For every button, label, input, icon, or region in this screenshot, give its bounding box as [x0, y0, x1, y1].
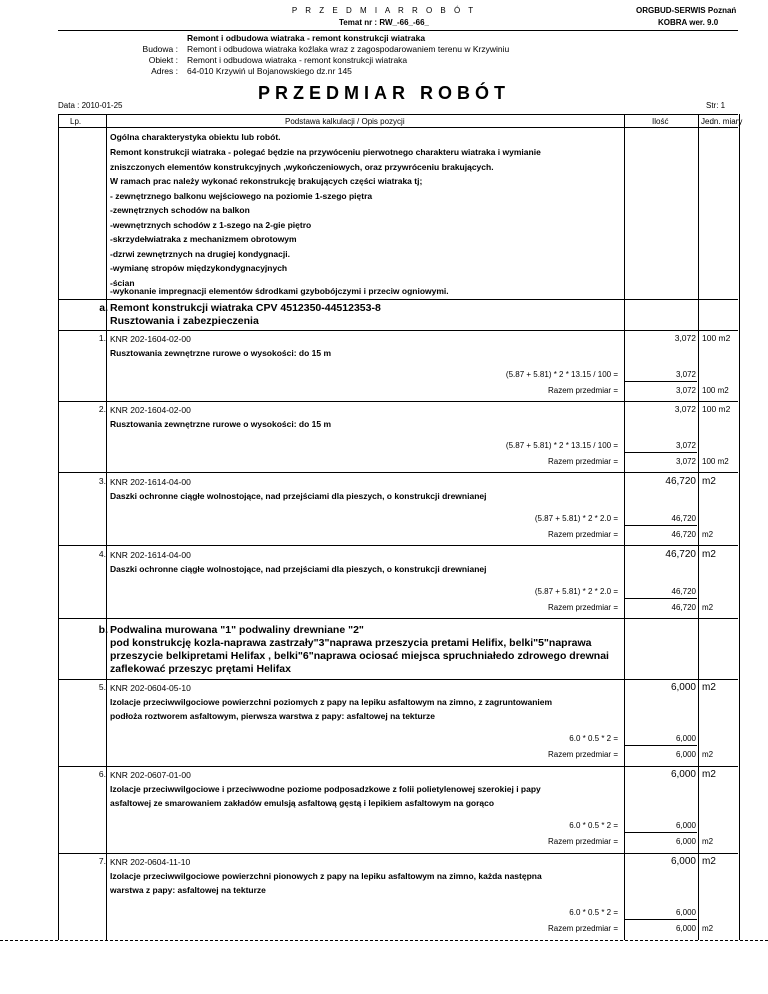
item-unit: m2 — [702, 769, 716, 780]
item-description: Daszki ochronne ciągłe wolnostojące, nad przejściami dla pieszych, o konstrukcji drewnianej — [110, 491, 487, 501]
item-formula-value: 46,720 — [671, 514, 696, 523]
item-razem-label: Razem przedmiar = — [547, 530, 618, 539]
item-razem-label: Razem przedmiar = — [547, 457, 618, 466]
item-razem-label: Razem przedmiar = — [547, 750, 618, 759]
section-a-title: Remont konstrukcji wiatraka CPV 4512350-44512353-8 — [110, 302, 381, 314]
adres-label: Adres : — [151, 66, 178, 76]
obiekt-label: Obiekt : — [148, 55, 178, 65]
item-rule — [58, 766, 738, 767]
general-line: W ramach prac należy wykonać rekonstrukcję brakujących części wiatraka tj; — [110, 176, 423, 186]
item-razem-label: Razem przedmiar = — [547, 386, 618, 395]
section-b-title-line: pod konstrukcję kozla-naprawa zastrzały"3"naprawa przeszycia pretami Helifix, belki"5"naprawa — [110, 637, 592, 649]
item-razem-value: 3,072 — [675, 386, 696, 395]
header-company: ORGBUD-SERWIS Poznań — [636, 6, 737, 15]
formula-underline — [624, 832, 697, 833]
formula-underline — [624, 745, 697, 746]
item-lp: 2. — [98, 404, 106, 414]
item-unit: 100 m2 — [702, 333, 731, 343]
item-lp: 1. — [98, 333, 106, 343]
item-formula: (5.87 + 5.81) * 2 * 2.0 = — [534, 587, 618, 596]
item-code: KNR 202-0607-01-00 — [110, 770, 191, 780]
general-line: -wykonanie impregnacji elementów śdrodkami gzybobójczymi i przeciw ogniowymi. — [110, 286, 449, 296]
budowa-value: Remont i odbudowa wiatraka koźlaka wraz z zagospodarowaniem terenu w Krzywiniu — [187, 44, 510, 54]
item-razem-unit: 100 m2 — [702, 386, 729, 395]
item-unit: m2 — [702, 682, 716, 693]
section-a-subtitle: Rusztowania i zabezpieczenia — [110, 315, 259, 327]
item-code: KNR 202-0604-11-10 — [110, 857, 191, 867]
item-code: KNR 202-0604-05-10 — [110, 683, 191, 693]
item-lp: 3. — [98, 476, 106, 486]
obiekt-value: Remont i odbudowa wiatraka - remont konstrukcji wiatraka — [187, 55, 408, 65]
adres-value: 64-010 Krzywiń ul Bojanowskiego dz.nr 145 — [187, 66, 352, 76]
item-qty: 6,000 — [670, 682, 696, 693]
header-doc-title: P R Z E D M I A R R O B Ó T — [291, 6, 477, 15]
budowa-label: Budowa : — [142, 44, 178, 54]
item-formula-value: 3,072 — [675, 441, 696, 450]
header-software: KOBRA wer. 9.0 — [658, 18, 719, 27]
item-razem-unit: m2 — [702, 750, 714, 759]
item-description: Daszki ochronne ciągłe wolnostojące, nad przejściami dla pieszych, o konstrukcji drewnianej — [110, 564, 487, 574]
item-razem-value: 6,000 — [675, 924, 696, 933]
item-unit: m2 — [702, 856, 716, 867]
section-rule — [58, 299, 738, 300]
item-description: Izolacje przeciwwilgociowe i przeciwwodne poziome podposadzkowe z folii polietylenowej szerokiej i papy — [110, 784, 541, 794]
section-b-title-line: zaflekować przeszyc prętami Helifax — [110, 663, 291, 675]
item-razem-unit: m2 — [702, 837, 714, 846]
item-formula-value: 3,072 — [675, 370, 696, 379]
meta-title-line: Remont i odbudowa wiatraka - remont konstrukcji wiatraka — [187, 33, 426, 43]
item-razem-value: 3,072 — [675, 457, 696, 466]
item-description: Izolacje przeciwwilgociowe powierzchni pionowych z papy na lepiku asfaltowym na zimno, każda następna — [110, 871, 542, 881]
header-rule — [58, 30, 738, 31]
item-description: Izolacje przeciwwilgociowe powierzchni poziomych z papy na lepiku asfaltowym na zimno, z zagruntowaniem — [110, 697, 553, 707]
col-basis-header: Podstawa kalkulacji / Opis pozycji — [285, 117, 405, 126]
general-line: Remont konstrukcji wiatraka - polegać będzie na przywóceniu pierwotnego charakteru wiatraka i wymianie — [110, 147, 541, 157]
item-formula: (5.87 + 5.81) * 2 * 13.15 / 100 = — [505, 370, 618, 379]
document-date: Data : 2010-01-25 — [58, 101, 123, 110]
section-b-letter: b. — [98, 624, 108, 636]
item-razem-label: Razem przedmiar = — [547, 924, 618, 933]
item-razem-label: Razem przedmiar = — [547, 837, 618, 846]
page-number: Str: 1 — [706, 101, 726, 110]
page-continuation-rule — [0, 940, 768, 941]
item-description: Rusztowania zewnętrzne rurowe o wysokości: do 15 m — [110, 348, 332, 358]
item-qty: 6,000 — [670, 856, 696, 867]
item-rule — [58, 330, 738, 331]
item-formula-value: 6,000 — [675, 734, 696, 743]
item-razem-unit: m2 — [702, 603, 714, 612]
item-rule — [58, 545, 738, 546]
item-razem-unit: m2 — [702, 530, 714, 539]
item-unit: 100 m2 — [702, 404, 731, 414]
item-razem-value: 46,720 — [671, 603, 696, 612]
header-temat: Temat nr : RW_-66_-66_ — [339, 18, 429, 27]
item-rule — [58, 853, 738, 854]
general-line: - zewnętrznego balkonu wejściowego na poziomie 1-szego piętra — [110, 190, 373, 201]
item-lp: 5. — [98, 682, 106, 692]
item-formula: 6.0 * 0.5 * 2 = — [569, 734, 618, 743]
general-line: zniszczonych elementów konstrukcyjnych ,wykończeniowych, oraz przywróceniu brakujących. — [110, 161, 494, 172]
item-description: warstwa z papy: asfaltowej na tekturze — [110, 885, 266, 895]
formula-underline — [624, 598, 697, 599]
formula-underline — [624, 381, 697, 382]
col-qty-header: Ilość — [652, 117, 669, 126]
item-code: KNR 202-1614-04-00 — [110, 550, 191, 560]
section-b-title-line: Podwalina murowana "1" podwaliny drewniane "2" — [110, 624, 364, 636]
item-formula: 6.0 * 0.5 * 2 = — [569, 908, 618, 917]
item-qty: 3,072 — [674, 404, 696, 414]
col-divider-qty — [624, 114, 625, 940]
item-code: KNR 202-1604-02-00 — [110, 405, 191, 415]
item-razem-label: Razem przedmiar = — [547, 603, 618, 612]
item-description: Rusztowania zewnętrzne rurowe o wysokości: do 15 m — [110, 419, 332, 429]
item-rule — [58, 472, 738, 473]
general-line: -wymianę stropów międzykondygnacyjnych — [110, 263, 288, 273]
general-line: -wewnętrznych schodów z 1-szego na 2-gie piętro — [110, 219, 312, 230]
item-lp: 6. — [98, 769, 106, 779]
item-qty: 46,720 — [665, 549, 696, 560]
item-razem-unit: 100 m2 — [702, 457, 729, 466]
item-unit: m2 — [702, 549, 716, 560]
item-rule — [58, 679, 738, 680]
item-description: asfaltowej ze smarowaniem zakładów emulsją asfaltową gęstą i lepikiem asfaltowym na gorąco — [110, 798, 495, 808]
item-lp: 4. — [98, 549, 106, 559]
item-razem-unit: m2 — [702, 924, 714, 933]
col-divider-unit — [698, 114, 699, 940]
col-unit-header: Jedn. miary — [701, 117, 743, 126]
item-qty: 3,072 — [674, 333, 696, 343]
item-lp: 7. — [98, 856, 106, 866]
item-qty: 6,000 — [670, 769, 696, 780]
item-formula-value: 6,000 — [675, 908, 696, 917]
formula-underline — [624, 525, 697, 526]
general-line: -ścian — [110, 277, 135, 288]
item-razem-value: 46,720 — [671, 530, 696, 539]
item-razem-value: 6,000 — [675, 837, 696, 846]
item-code: KNR 202-1604-02-00 — [110, 334, 191, 344]
section-a-letter: a. — [99, 302, 108, 314]
table-top-rule — [58, 114, 738, 115]
general-line: -dzrwi zewnętrznych na drugiej kondygnacji. — [110, 248, 290, 259]
item-formula-value: 6,000 — [675, 821, 696, 830]
item-rule — [58, 401, 738, 402]
general-line: -zewnętrznych schodów na balkon — [110, 205, 250, 215]
formula-underline — [624, 452, 697, 453]
item-formula: (5.87 + 5.81) * 2 * 2.0 = — [534, 514, 618, 523]
page-title: PRZEDMIAR ROBÓT — [258, 83, 510, 103]
item-razem-value: 6,000 — [675, 750, 696, 759]
section-b-title-line: przeszycie belkipretami Helifax , belki"6"naprawa ociosać miejsca spruchniałedo zdrowego drewnai — [110, 650, 609, 662]
col-lp-header: Lp. — [70, 117, 82, 126]
table-header-rule — [58, 127, 738, 128]
general-line: -skrzydełwiatraka z mechanizmem obrotowym — [110, 234, 297, 244]
item-formula: 6.0 * 0.5 * 2 = — [569, 821, 618, 830]
item-qty: 46,720 — [665, 476, 696, 487]
item-formula-value: 46,720 — [671, 587, 696, 596]
formula-underline — [624, 919, 697, 920]
section-rule — [58, 618, 738, 619]
item-description: podłoża roztworem asfaltowym, pierwsza warstwa z papy: asfaltowej na tekturze — [110, 711, 435, 721]
item-code: KNR 202-1614-04-00 — [110, 477, 191, 487]
general-heading: Ogólna charakterystyka obiektu lub robót. — [110, 132, 281, 142]
item-unit: m2 — [702, 476, 716, 487]
item-formula: (5.87 + 5.81) * 2 * 13.15 / 100 = — [505, 441, 618, 450]
col-divider-lp — [106, 114, 107, 940]
